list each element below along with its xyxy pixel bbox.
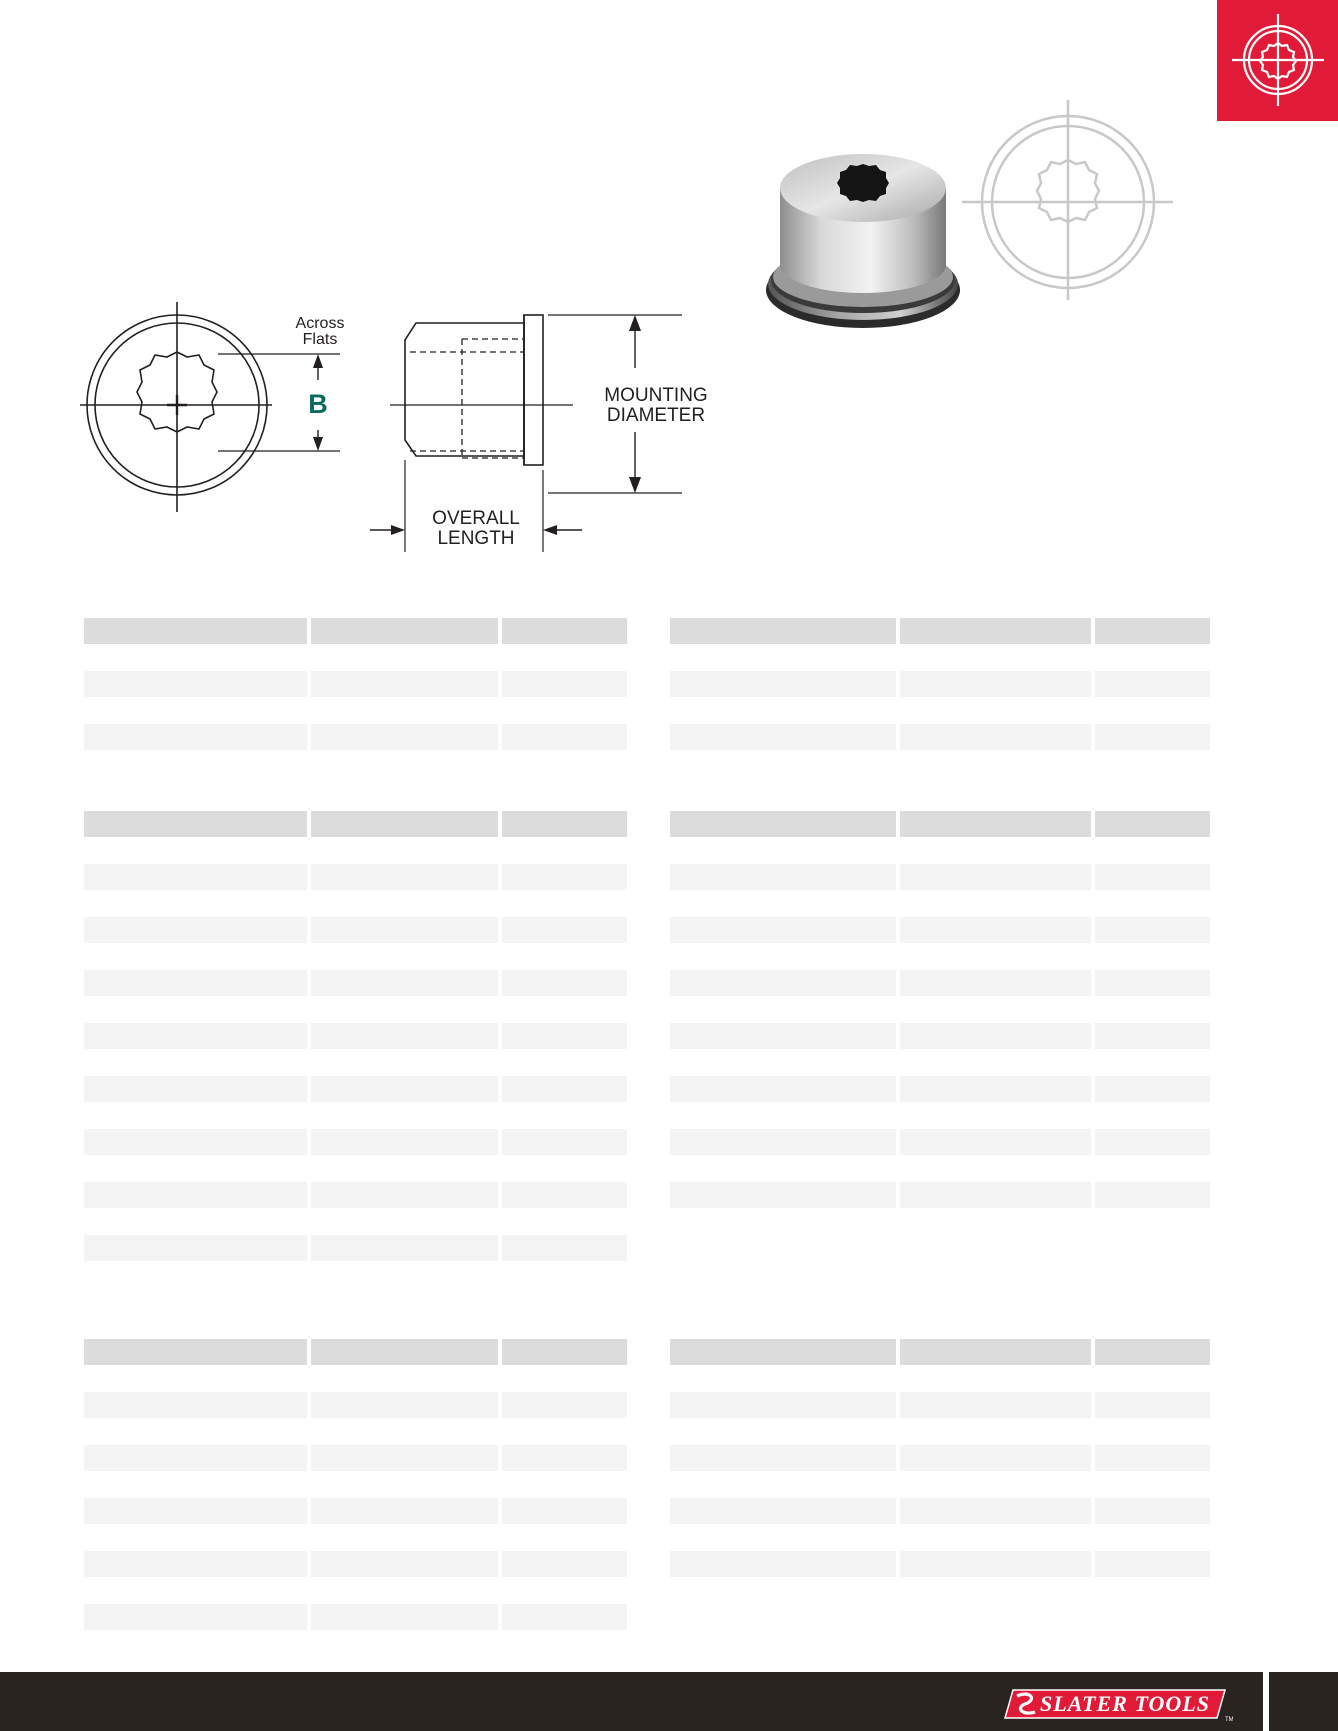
table-row bbox=[670, 1445, 1210, 1471]
table-header-row bbox=[670, 811, 1210, 837]
product-photo bbox=[755, 140, 985, 340]
table-row bbox=[84, 724, 627, 750]
spec-table-3 bbox=[84, 811, 627, 1288]
table-row bbox=[670, 864, 1210, 890]
overall-length-label: OVERALL bbox=[432, 508, 520, 529]
overall-length-label-line2: LENGTH bbox=[437, 528, 515, 549]
spec-table-6 bbox=[670, 1339, 1210, 1604]
table-row bbox=[84, 1604, 627, 1630]
table-header-row bbox=[84, 811, 627, 837]
table-row bbox=[670, 970, 1210, 996]
spec-table-4 bbox=[670, 811, 1210, 1235]
technical-drawing bbox=[70, 290, 730, 560]
spec-table-2 bbox=[670, 618, 1210, 777]
table-row bbox=[670, 1498, 1210, 1524]
spec-table-1 bbox=[84, 618, 627, 777]
trademark-mark: TM bbox=[1225, 1717, 1233, 1722]
table-row bbox=[84, 970, 627, 996]
table-row bbox=[84, 1129, 627, 1155]
table-header-row bbox=[84, 618, 627, 644]
brand-name: SLATER TOOLS bbox=[1040, 1691, 1210, 1716]
table-row bbox=[84, 1235, 627, 1261]
mounting-diameter-label: MOUNTING bbox=[604, 385, 708, 406]
table-row bbox=[84, 1551, 627, 1577]
table-row bbox=[84, 1498, 627, 1524]
dimension-b-label: B bbox=[308, 389, 328, 419]
spec-table-5 bbox=[84, 1339, 627, 1657]
table-row bbox=[670, 1392, 1210, 1418]
table-row bbox=[670, 1076, 1210, 1102]
table-row bbox=[84, 1182, 627, 1208]
table-row bbox=[670, 1023, 1210, 1049]
ghost-end-view-icon bbox=[960, 100, 1175, 305]
table-row bbox=[84, 1392, 627, 1418]
table-header-row bbox=[670, 618, 1210, 644]
footer-divider bbox=[1263, 1672, 1269, 1731]
table-row bbox=[670, 1182, 1210, 1208]
brand-logo bbox=[1003, 1688, 1233, 1722]
table-row bbox=[84, 1076, 627, 1102]
table-row bbox=[670, 1551, 1210, 1577]
table-row bbox=[670, 917, 1210, 943]
across-flats-label: Across bbox=[295, 315, 345, 332]
table-row bbox=[84, 1023, 627, 1049]
table-header-row bbox=[84, 1339, 627, 1365]
table-row bbox=[84, 1445, 627, 1471]
mounting-diameter-label-line2: DIAMETER bbox=[606, 405, 706, 426]
table-row bbox=[84, 864, 627, 890]
crosshair-spline-icon bbox=[1217, 0, 1338, 121]
table-row bbox=[670, 671, 1210, 697]
table-row bbox=[670, 1129, 1210, 1155]
table-header-row bbox=[670, 1339, 1210, 1365]
table-row bbox=[84, 917, 627, 943]
table-row bbox=[670, 724, 1210, 750]
section-tab bbox=[1217, 0, 1338, 121]
across-flats-label-line2: Flats bbox=[302, 331, 338, 348]
table-row bbox=[84, 671, 627, 697]
